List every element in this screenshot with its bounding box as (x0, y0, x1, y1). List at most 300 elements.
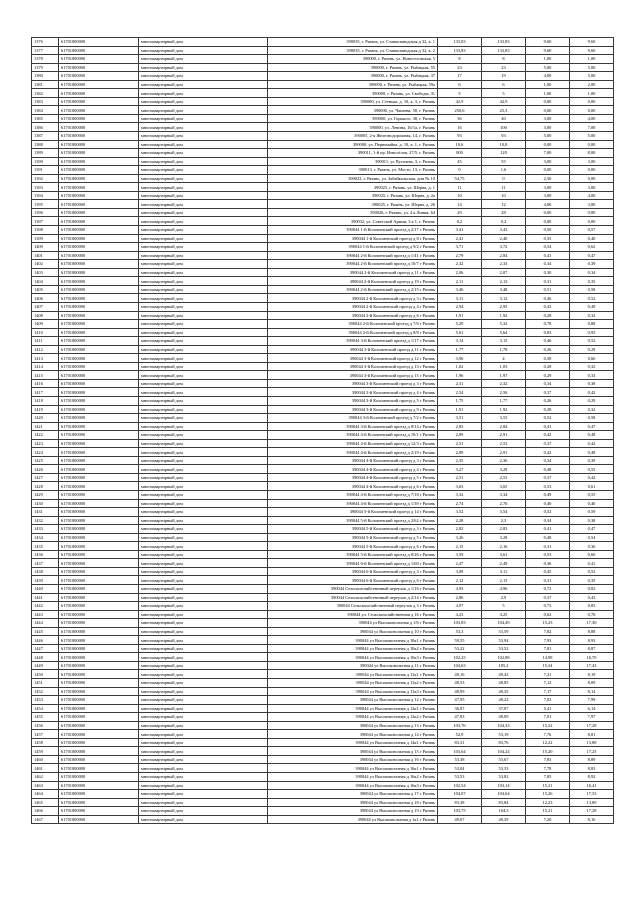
value-1-cell: 2,12 (438, 576, 482, 585)
table-row (32, 755, 614, 764)
oktmo-code-cell: 61701000000 (59, 234, 139, 243)
value-1-cell: 23 (438, 63, 482, 72)
value-2-cell: 5,32 (482, 320, 526, 329)
row-number-cell: 1425 (32, 456, 59, 465)
address-cell: 390044 5-й Коломенский проезд д 8/26 г Рязань (268, 550, 438, 559)
address-cell: 390000, ул. Чапаева, 58, г. Рязань (268, 106, 438, 115)
value-2-cell: 2,53 (482, 439, 526, 448)
value-4-cell: 8,00 (570, 149, 614, 158)
row-number-cell: 1414 (32, 362, 59, 371)
row-number-cell: 1436 (32, 550, 59, 559)
row-number-cell: 1426 (32, 465, 59, 474)
row-number-cell: 1395 (32, 200, 59, 209)
value-4-cell: 8,19 (570, 670, 614, 679)
building-type-cell: многоквартирный дом (139, 593, 268, 602)
value-3-cell: 0,00 (526, 140, 570, 149)
value-4-cell: 9,60 (570, 38, 614, 47)
value-2-cell: 103,14 (482, 781, 526, 790)
building-type-cell: многоквартирный дом (139, 807, 268, 816)
address-cell: 390044 2-й Коломенский проезд д 1/41 г Рязань (268, 251, 438, 260)
table-row (32, 815, 614, 824)
value-2-cell: 8 (482, 55, 526, 64)
address-cell: 390044 ул Высоковольтная д 11 г Рязань (268, 661, 438, 670)
value-1-cell: 2,32 (438, 260, 482, 269)
table-row (32, 798, 614, 807)
value-1-cell: 2,89 (438, 448, 482, 457)
value-3-cell: 0,00 (526, 217, 570, 226)
value-1-cell: 49,16 (438, 670, 482, 679)
value-1-cell: 53,04 (438, 764, 482, 773)
value-2-cell: 104,3 (482, 807, 526, 816)
row-number-cell: 1428 (32, 482, 59, 491)
value-4-cell: 0,49 (570, 302, 614, 311)
building-type-cell: многоквартирный дом (139, 448, 268, 457)
value-2-cell: 53,94 (482, 636, 526, 645)
row-number-cell: 1453 (32, 696, 59, 705)
table-row (32, 627, 614, 636)
address-cell: 390044 3-й Коломенский проезд д 1/17 г Рязань (268, 337, 438, 346)
oktmo-code-cell: 61701000000 (59, 533, 139, 542)
address-cell: 390032, ул. Советской Армии, 3 к 1, г. Рязань (268, 217, 438, 226)
table-row (32, 379, 614, 388)
value-1-cell: 83,31 (438, 738, 482, 747)
row-number-cell: 1445 (32, 627, 59, 636)
building-type-cell: многоквартирный дом (139, 627, 268, 636)
building-type-cell: многоквартирный дом (139, 362, 268, 371)
value-2-cell: 1,78 (482, 345, 526, 354)
value-4-cell: 0,70 (570, 610, 614, 619)
oktmo-code-cell: 61701000000 (59, 704, 139, 713)
value-4-cell: 0,60 (570, 550, 614, 559)
table-row (32, 790, 614, 799)
value-4-cell: 5,00 (570, 132, 614, 141)
oktmo-code-cell: 61701000000 (59, 644, 139, 653)
oktmo-code-cell: 61701000000 (59, 790, 139, 799)
value-2-cell: 10,8 (482, 140, 526, 149)
value-4-cell: 0,42 (570, 388, 614, 397)
oktmo-code-cell: 61701000000 (59, 55, 139, 64)
table-row (32, 388, 614, 397)
value-1-cell: 1,96 (438, 371, 482, 380)
row-number-cell: 1432 (32, 516, 59, 525)
value-1-cell: 47,95 (438, 696, 482, 705)
value-1-cell: 3,52 (438, 508, 482, 517)
value-3-cell: 7,93 (526, 636, 570, 645)
value-4-cell: 4,00 (570, 114, 614, 123)
oktmo-code-cell: 61701000000 (59, 465, 139, 474)
row-number-cell: 1456 (32, 721, 59, 730)
value-4-cell: 0,00 (570, 208, 614, 217)
oktmo-code-cell: 61701000000 (59, 602, 139, 611)
building-type-cell: многоквартирный дом (139, 636, 268, 645)
value-2-cell: 3,72 (482, 243, 526, 252)
address-cell: 390000, г. Рязань, ул. Рыбацкая, 37 (268, 72, 438, 81)
value-2-cell: 1,92 (482, 405, 526, 414)
oktmo-code-cell: 61701000000 (59, 559, 139, 568)
building-type-cell: многоквартирный дом (139, 661, 268, 670)
row-number-cell: 1437 (32, 559, 59, 568)
value-2-cell: 53,52 (482, 644, 526, 653)
value-2-cell: 42,9 (482, 97, 526, 106)
value-2-cell: 37,07 (482, 704, 526, 713)
building-type-cell: многоквартирный дом (139, 285, 268, 294)
value-1-cell: 14 (438, 200, 482, 209)
value-3-cell: 1,00 (526, 55, 570, 64)
row-number-cell: 1396 (32, 208, 59, 217)
row-number-cell: 1448 (32, 653, 59, 662)
oktmo-code-cell: 61701000000 (59, 661, 139, 670)
value-3-cell: 0,51 (526, 285, 570, 294)
row-number-cell: 1454 (32, 704, 59, 713)
value-1-cell: 53,38 (438, 755, 482, 764)
oktmo-code-cell: 61701000000 (59, 337, 139, 346)
table-row (32, 696, 614, 705)
value-4-cell: 17,30 (570, 619, 614, 628)
row-number-cell: 1444 (32, 619, 59, 628)
value-1-cell: 3,14 (438, 337, 482, 346)
value-1-cell: 2,35 (438, 456, 482, 465)
value-3-cell: 0,28 (526, 405, 570, 414)
value-3-cell: 0,72 (526, 585, 570, 594)
building-type-cell: многоквартирный дом (139, 251, 268, 260)
address-cell: 390044 5-й Коломенский проезд д 5 г Рязань (268, 533, 438, 542)
value-1-cell: 93 (438, 132, 482, 141)
building-type-cell: многоквартирный дом (139, 738, 268, 747)
oktmo-code-cell: 61701000000 (59, 166, 139, 175)
value-2-cell: 1,03 (482, 362, 526, 371)
oktmo-code-cell: 61701000000 (59, 371, 139, 380)
building-type-cell: многоквартирный дом (139, 166, 268, 175)
building-type-cell: многоквартирный дом (139, 191, 268, 200)
oktmo-code-cell: 61701000000 (59, 140, 139, 149)
building-type-cell: многоквартирный дом (139, 610, 268, 619)
value-1-cell: 2,06 (438, 268, 482, 277)
building-type-cell: многоквартирный дом (139, 414, 268, 423)
value-2-cell: 2,13 (482, 576, 526, 585)
address-cell: 390023, г. Рязань, ул. Забайкальская, дом № 10 (268, 174, 438, 183)
value-4-cell: 8,89 (570, 755, 614, 764)
building-type-cell: многоквартирный дом (139, 149, 268, 158)
row-number-cell: 1415 (32, 371, 59, 380)
value-4-cell: 13,89 (570, 798, 614, 807)
oktmo-code-cell: 61701000000 (59, 311, 139, 320)
value-1-cell: 3,41 (438, 226, 482, 235)
table-row (32, 422, 614, 431)
value-3-cell: 0,37 (526, 388, 570, 397)
value-4-cell: 0,00 (570, 174, 614, 183)
address-cell: 390044 ул Высоковольтная д 11к1 г Рязань (268, 670, 438, 679)
row-number-cell: 1447 (32, 644, 59, 653)
value-4-cell: 0,93 (570, 328, 614, 337)
row-number-cell: 1400 (32, 243, 59, 252)
row-number-cell: 1418 (32, 396, 59, 405)
table-row (32, 285, 614, 294)
value-2-cell: 3,12 (482, 294, 526, 303)
row-number-cell: 1421 (32, 422, 59, 431)
building-type-cell: многоквартирный дом (139, 226, 268, 235)
table-row (32, 593, 614, 602)
address-cell: 390000, ул. Горького, 38, г. Рязань (268, 114, 438, 123)
row-number-cell: 1407 (32, 302, 59, 311)
row-number-cell: 1419 (32, 405, 59, 414)
address-cell: 390044 ул Высоковольтная д 12к1 г Рязань (268, 704, 438, 713)
value-1-cell: 8 (438, 55, 482, 64)
value-2-cell: 3,29 (482, 465, 526, 474)
building-type-cell: многоквартирный дом (139, 456, 268, 465)
building-type-cell: многоквартирный дом (139, 80, 268, 89)
table-row (32, 89, 614, 98)
building-type-cell: многоквартирный дом (139, 439, 268, 448)
value-1-cell: 3,08 (438, 567, 482, 576)
oktmo-code-cell: 61701000000 (59, 456, 139, 465)
oktmo-code-cell: 61701000000 (59, 217, 139, 226)
value-2-cell: 3,11 (482, 567, 526, 576)
value-4-cell: 0,43 (570, 593, 614, 602)
address-cell: 390044 2-й Коломенский проезд д 7/6 г Рязань (268, 320, 438, 329)
value-1-cell: 2,51 (438, 439, 482, 448)
value-3-cell: 5,41 (526, 704, 570, 713)
value-3-cell: 0,29 (526, 371, 570, 380)
value-2-cell: 53,82 (482, 773, 526, 782)
row-number-cell: 1381 (32, 80, 59, 89)
value-1-cell: 2,28 (438, 516, 482, 525)
row-number-cell: 1423 (32, 439, 59, 448)
building-type-cell: многоквартирный дом (139, 473, 268, 482)
value-4-cell: 7,00 (570, 123, 614, 132)
value-4-cell: 0,52 (570, 337, 614, 346)
value-2-cell: 28 (482, 208, 526, 217)
value-1-cell: 1,91 (438, 311, 482, 320)
oktmo-code-cell: 61701000000 (59, 499, 139, 508)
value-4-cell: 0,00 (570, 140, 614, 149)
table-row (32, 619, 614, 628)
value-4-cell: 0,36 (570, 542, 614, 551)
building-type-cell: многоквартирный дом (139, 490, 268, 499)
value-4-cell: 1,00 (570, 89, 614, 98)
address-cell: 390044 1-й Коломенский проезд д 2/17 г Рязань (268, 226, 438, 235)
value-1-cell: 17 (438, 72, 482, 81)
address-cell: 390044 5-й Коломенский проезд д 2/62 г Рязань (268, 516, 438, 525)
table-row (32, 405, 614, 414)
value-2-cell: 2,83 (482, 525, 526, 534)
row-number-cell: 1380 (32, 72, 59, 81)
value-3-cell: 3,00 (526, 123, 570, 132)
value-2-cell: 1,92 (482, 311, 526, 320)
building-type-cell: многоквартирный дом (139, 208, 268, 217)
table-row (32, 439, 614, 448)
address-cell: 390026, г. Рязань, ул. 4 я Линия, 64 (268, 208, 438, 217)
value-2-cell: 3,34 (482, 490, 526, 499)
value-1-cell: 10 (438, 191, 482, 200)
table-row (32, 781, 614, 790)
value-1-cell: 48,99 (438, 687, 482, 696)
row-number-cell: 1386 (32, 123, 59, 132)
address-cell: 390044 ул Высоковольтная д 1/6 г Рязань (268, 619, 438, 628)
building-type-cell: многоквартирный дом (139, 525, 268, 534)
row-number-cell: 1402 (32, 260, 59, 269)
value-3-cell: 7,00 (526, 149, 570, 158)
value-4-cell: 0,00 (570, 97, 614, 106)
value-3-cell: 15,34 (526, 661, 570, 670)
building-type-cell: многоквартирный дом (139, 354, 268, 363)
value-1-cell: 83,38 (438, 798, 482, 807)
value-1-cell: 103,83 (438, 619, 482, 628)
value-1-cell: 54,75 (438, 174, 482, 183)
value-1-cell: 102,54 (438, 781, 482, 790)
row-number-cell: 1417 (32, 388, 59, 397)
table-row (32, 764, 614, 773)
value-4-cell: 0,48 (570, 431, 614, 440)
building-type-cell: многоквартирный дом (139, 687, 268, 696)
oktmo-code-cell: 61701000000 (59, 38, 139, 47)
oktmo-code-cell: 61701000000 (59, 89, 139, 98)
value-4-cell: 0,47 (570, 422, 614, 431)
row-number-cell: 1383 (32, 97, 59, 106)
value-4-cell: 17,28 (570, 807, 614, 816)
value-2-cell: 4,96 (482, 585, 526, 594)
value-4-cell: 0,35 (570, 277, 614, 286)
building-type-cell: многоквартирный дом (139, 730, 268, 739)
value-2-cell: 2,49 (482, 559, 526, 568)
address-cell: 390044 ул Высоковольтная д 12к2 г Рязань (268, 713, 438, 722)
value-3-cell: 9,60 (526, 38, 570, 47)
value-2-cell: 2,76 (482, 499, 526, 508)
value-2-cell: 133,83 (482, 46, 526, 55)
value-2-cell: 2,91 (482, 448, 526, 457)
address-cell: 390044 4-й Коломенский проезд д 3 г Рязань (268, 456, 438, 465)
value-1-cell: 2,82 (438, 525, 482, 534)
value-2-cell: 49,39 (482, 815, 526, 824)
value-3-cell: 0,34 (526, 516, 570, 525)
value-2-cell: 2,16 (482, 542, 526, 551)
value-3-cell: 14,98 (526, 653, 570, 662)
table-row (32, 550, 614, 559)
value-3-cell: 7,20 (526, 815, 570, 824)
value-4-cell: 0,29 (570, 396, 614, 405)
building-type-cell: многоквартирный дом (139, 755, 268, 764)
table-row (32, 234, 614, 243)
value-3-cell: 0,49 (526, 490, 570, 499)
value-3-cell: 0,31 (526, 277, 570, 286)
value-3-cell: 12,22 (526, 738, 570, 747)
table-row (32, 585, 614, 594)
address-cell: 390044 4-й Коломенский проезд д 6 г Рязань (268, 482, 438, 491)
value-4-cell: 9,60 (570, 46, 614, 55)
oktmo-code-cell: 61701000000 (59, 679, 139, 688)
value-4-cell: 0,00 (570, 166, 614, 175)
building-type-cell: многоквартирный дом (139, 371, 268, 380)
value-2-cell: 48,09 (482, 713, 526, 722)
oktmo-code-cell: 61701000000 (59, 490, 139, 499)
value-2-cell: 3,28 (482, 533, 526, 542)
oktmo-code-cell: 61701000000 (59, 345, 139, 354)
value-3-cell: 0,41 (526, 422, 570, 431)
address-cell: 390044 ул Высоковольтная д 14 г Рязань (268, 730, 438, 739)
value-2-cell: 49,43 (482, 670, 526, 679)
value-1-cell: 3,59 (438, 550, 482, 559)
row-number-cell: 1442 (32, 602, 59, 611)
oktmo-code-cell: 61701000000 (59, 431, 139, 440)
value-2-cell: 3,65 (482, 482, 526, 491)
value-2-cell: 83,84 (482, 798, 526, 807)
value-4-cell: 0,47 (570, 525, 614, 534)
oktmo-code-cell: 61701000000 (59, 738, 139, 747)
address-cell: 390000, ул. Стенька, д. 10, к. 3, г. Рязань (268, 97, 438, 106)
row-number-cell: 1464 (32, 790, 59, 799)
value-4-cell: 0,38 (570, 516, 614, 525)
oktmo-code-cell: 61701000000 (59, 405, 139, 414)
table-row (32, 149, 614, 158)
row-number-cell: 1452 (32, 687, 59, 696)
value-3-cell: 7,76 (526, 730, 570, 739)
oktmo-code-cell: 61701000000 (59, 260, 139, 269)
oktmo-code-cell: 61701000000 (59, 439, 139, 448)
value-3-cell: 0,43 (526, 302, 570, 311)
table-row (32, 721, 614, 730)
address-cell: 390044 Сельскохозяйственный переулок д 1/16 г Рязань (268, 585, 438, 594)
value-2-cell: 10 (482, 191, 526, 200)
value-3-cell: 0,28 (526, 311, 570, 320)
address-cell: 390044 4-й Коломенский проезд д 1/39 г Рязань (268, 499, 438, 508)
value-4-cell: 0,34 (570, 268, 614, 277)
table-row (32, 80, 614, 89)
building-type-cell: многоквартирный дом (139, 713, 268, 722)
address-cell: 390044 Сельскохозяйственный переулок д 2/14 г Рязань (268, 593, 438, 602)
value-2-cell: 2,32 (482, 379, 526, 388)
value-1-cell: 53,53 (438, 773, 482, 782)
table-row (32, 747, 614, 756)
value-4-cell: 0,48 (570, 448, 614, 457)
value-3-cell: 0,52 (526, 414, 570, 423)
table-row (32, 473, 614, 482)
value-2-cell: 2,3 (482, 516, 526, 525)
building-type-cell: многоквартирный дом (139, 97, 268, 106)
value-2-cell: 2,56 (482, 388, 526, 397)
building-type-cell: многоквартирный дом (139, 533, 268, 542)
value-3-cell: 0,53 (526, 482, 570, 491)
table-row (32, 525, 614, 534)
row-number-cell: 1408 (32, 311, 59, 320)
table-row (32, 465, 614, 474)
table-row (32, 508, 614, 517)
value-2-cell: 4 (482, 354, 526, 363)
oktmo-code-cell: 61701000000 (59, 670, 139, 679)
value-4-cell: 0,32 (570, 362, 614, 371)
value-1-cell: 800 (438, 149, 482, 158)
row-number-cell: 1467 (32, 815, 59, 824)
address-cell: 390044 2-й Коломенский проезд д 19 г Рязань (268, 277, 438, 286)
value-4-cell: 17,25 (570, 747, 614, 756)
value-3-cell: 4,00 (526, 200, 570, 209)
building-type-cell: многоквартирный дом (139, 679, 268, 688)
value-2-cell: 120 (482, 149, 526, 158)
value-2-cell: 25,3 (482, 106, 526, 115)
row-number-cell: 1435 (32, 542, 59, 551)
value-4-cell: 0,47 (570, 251, 614, 260)
oktmo-code-cell: 61701000000 (59, 730, 139, 739)
row-number-cell: 1390 (32, 157, 59, 166)
value-2-cell: 2,07 (482, 268, 526, 277)
value-1-cell: 47,83 (438, 713, 482, 722)
value-1-cell: 3,71 (438, 243, 482, 252)
value-1-cell: 2,15 (438, 542, 482, 551)
value-2-cell: 93 (482, 132, 526, 141)
value-1-cell: 29 (438, 208, 482, 217)
value-3-cell: 0,62 (526, 610, 570, 619)
table-row (32, 516, 614, 525)
value-3-cell: 0,53 (526, 550, 570, 559)
building-type-cell: многоквартирный дом (139, 277, 268, 286)
